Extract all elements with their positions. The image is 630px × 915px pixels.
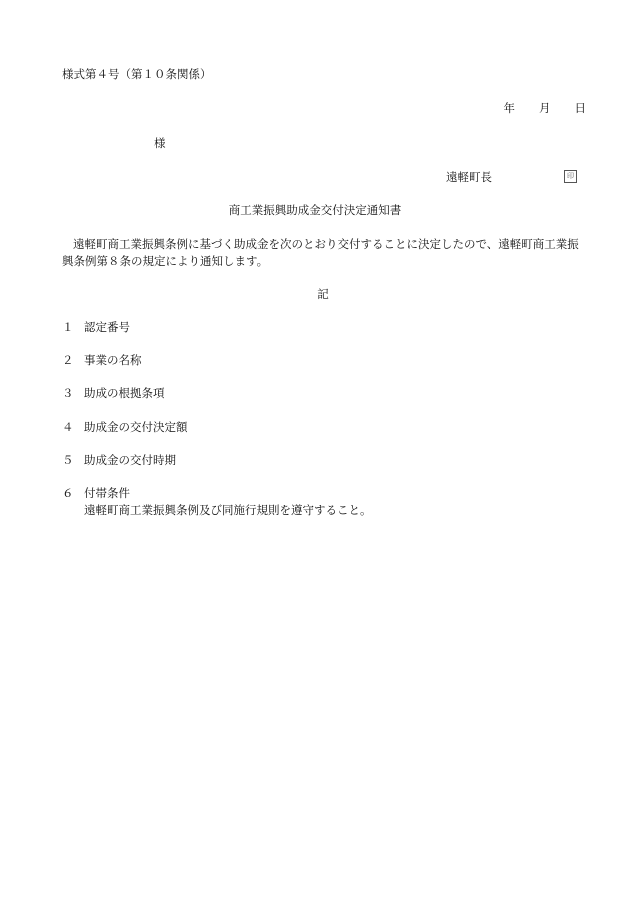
body-text: 遠軽町商工業振興条例に基づく助成金を次のとおり交付することに決定したので、遠軽町商工業振興条例第８条の規定により通知します。 — [62, 237, 579, 268]
ki-heading: 記 — [317, 287, 329, 301]
list-item — [62, 386, 165, 400]
list-item — [62, 420, 188, 434]
item-number: ５ — [62, 453, 74, 467]
item-number: ２ — [62, 353, 74, 367]
date-day-label: 日 — [574, 101, 586, 115]
seal-mark: 印 — [564, 170, 577, 183]
condition-note: 遠軽町商工業振興条例及び同施行規則を遵守すること。 — [84, 503, 372, 517]
item-number: ４ — [62, 420, 74, 434]
item-label: 認定番号 — [84, 320, 130, 334]
item-label: 助成金の交付決定額 — [84, 420, 188, 434]
date-year-label: 年 — [503, 101, 515, 115]
item-number: ６ — [62, 486, 74, 500]
addressee-honorific: 様 — [154, 136, 166, 150]
date-month-label: 月 — [539, 101, 551, 115]
form-number: 様式第４号（第１０条関係） — [62, 67, 212, 81]
item-label: 助成の根拠条項 — [84, 386, 165, 400]
list-item — [62, 453, 176, 467]
list-item — [62, 486, 130, 500]
item-number: ３ — [62, 386, 74, 400]
list-item — [62, 353, 142, 367]
list-item — [62, 320, 130, 334]
document-title: 商工業振興助成金交付決定通知書 — [228, 203, 402, 217]
date-line — [504, 101, 587, 115]
sender-name: 遠軽町長 — [446, 170, 492, 184]
item-number: １ — [62, 320, 74, 334]
item-label: 事業の名称 — [84, 353, 142, 367]
item-label: 付帯条件 — [84, 486, 130, 500]
item-label: 助成金の交付時期 — [84, 453, 176, 467]
